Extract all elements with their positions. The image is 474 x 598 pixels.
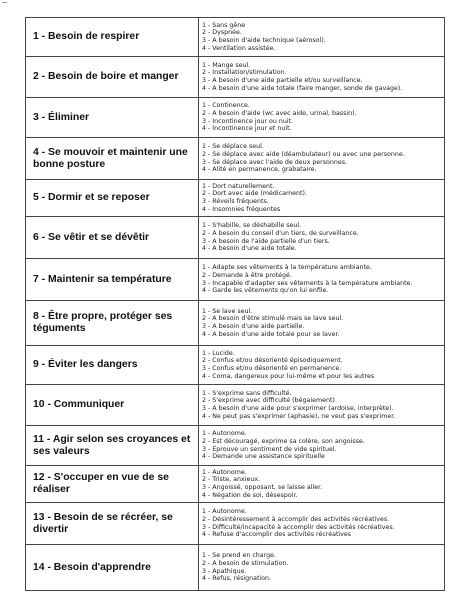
levels-cell [199,138,445,180]
dependency-level-item: 2 - A besoin d'aide (wc avec aide, urinal, bassin). [202,109,357,117]
corner-mark [2,2,7,6]
need-title: 11 - Agir selon ses croyances et ses valeurs [33,433,191,457]
levels-cell [199,18,445,57]
dependency-level-item: 3 - Difficulté/incapacité à accomplir des activités récréatives. [202,523,395,531]
dependency-level-item: 1 - Continence. [202,102,250,110]
dependency-level-item: 4 - Garde les vêtements qu'on lui enfile. [202,287,329,295]
need-row [26,545,445,591]
dependency-level-item: 1 - Lucide. [202,349,235,357]
dependency-level-item: 4 - A besoin d'une aide totale (faire manger, sonde de gavage). [202,84,403,92]
dependency-level-item: 1 - Autonome. [202,508,247,516]
dependency-level-item: 2 - Installation/stimulation. [202,69,287,77]
dependency-levels-list [199,62,444,92]
need-title: 5 - Dormir et se reposer [33,192,150,203]
dependency-level-item: 1 - Dort naturellement. [202,182,275,190]
need-title: 12 - S'occuper en vue de se réaliser [33,472,169,495]
levels-cell [199,180,445,217]
dependency-level-item: 3 - Angoissé, opposant, se laisse aller. [202,484,323,491]
levels-cell [199,259,445,301]
dependency-level-item: 2 - Demande à être protégé. [202,271,292,279]
dependency-level-item: 2 - Désintéressement à accomplir des activités récréatives. [202,515,390,523]
dependency-level-item: 2 - A besoin de stimulation. [202,559,289,567]
need-title: 9 - Éviter les dangers [33,359,138,370]
dependency-level-item: 1 - Autonome. [202,430,247,438]
dependency-level-item: 3 - A besoin d'une aide partielle et/ou surveillance. [202,77,363,84]
dependency-level-item: 3 - Confus et/ou désorienté en permanence. [202,365,342,372]
dependency-level-item: 2 - Se déplace avec aide (déambulateur) ou avec une personne. [202,150,405,158]
need-cell [26,138,199,180]
need-title: 4 - Se mouvoir et maintenir une bonne posture [33,146,188,170]
need-cell [26,18,199,57]
dependency-level-item: 3 - Éprouve un sentiment de vide spirituel. [202,445,337,453]
need-title: 10 - Communiquer [33,399,125,410]
dependency-level-item: 4 - Négation de soi, désespoir. [202,491,298,499]
dependency-level-item: 3 - Incapable d'adapter ses vêtements à la température ambiante. [202,279,413,287]
dependency-level-item: 3 - A besoin de l'aide partielle d'un tiers. [202,237,330,245]
dependency-level-item: 1 - Se lave seul. [202,307,253,315]
dependency-level-item: 4 - Refuse d'accomplir des activités récréatives [202,531,352,539]
need-cell [26,503,199,545]
levels-cell [199,426,445,466]
dependency-level-item: 2 - Est découragé, exprime sa colère, son angoisse. [202,437,365,445]
levels-cell [199,385,445,426]
need-row [26,346,445,385]
dependency-level-item: 4 - A besoin d'une aide totale. [202,245,297,253]
levels-cell [199,57,445,98]
dependency-level-item: 4 - Refus, résignation. [202,575,272,583]
dependency-level-item: 4 - Coma, dangereux pour lui-même et pour les autres [202,372,375,380]
need-cell [26,346,199,385]
need-cell [26,217,199,259]
dependency-level-item: 2 - S'exprime avec difficulté (bégaiement). [202,397,337,405]
dependency-level-item: 4 - Alité en permanence, grabataire. [202,166,317,174]
need-row [26,138,445,180]
need-cell [26,545,199,591]
need-row [26,217,445,259]
need-row [26,98,445,138]
need-title: 7 - Maintenir sa température [33,273,172,285]
dependency-level-item: 1 - Sans gêne [202,21,246,29]
needs-table [25,17,445,591]
need-cell [26,385,199,426]
dependency-level-item: 3 - Se déplace avec l'aide de deux personnes. [202,158,348,166]
dependency-level-item: 3 - Incontinence jour ou nuit. [202,117,294,125]
dependency-level-item: 1 - Mange seul. [202,61,251,69]
dependency-level-item: 1 - S'exprime sans difficulté. [202,389,292,397]
need-row [26,385,445,426]
dependency-level-item: 4 - Ne peut pas s'exprimer (aphasie), ne veut pas s'exprimer. [202,412,396,420]
need-cell [26,466,199,503]
levels-cell [199,466,445,503]
dependency-levels-list [199,552,444,582]
need-title: 8 - Être propre, protéger ses téguments [33,311,173,334]
dependency-level-item: 1 - Se prend en charge. [202,552,276,560]
need-row [26,466,445,503]
dependency-level-item: 3 - A besoin d'aide technique (aérosol). [202,37,326,44]
need-cell [26,426,199,466]
need-cell [26,259,199,301]
dependency-levels-list [199,22,444,52]
dependency-level-item: 2 - Confus et/ou désorienté épisodiquement. [202,357,343,365]
need-title: 6 - Se vêtir et se dévêtir [33,231,150,243]
dependency-levels-list [199,508,444,538]
need-title: 1 - Besoin de respirer [33,31,140,42]
dependency-level-item: 4 - Demande une assistance spirituelle [202,453,325,461]
dependency-levels-list [199,264,444,294]
need-cell [26,180,199,217]
levels-cell [199,301,445,346]
need-title: 3 - Éliminer [33,111,90,123]
need-title: 13 - Besoin de se récréer, se divertir [33,511,173,535]
need-title: 2 - Besoin de boire et manger [33,71,179,82]
dependency-level-item: 2 - A besoin d'être stimulé mais se lave seul. [202,315,344,323]
need-cell [26,98,199,138]
dependency-level-item: 1 - S'habille, se déshabille seul. [202,222,302,230]
dependency-level-item: 4 - Ventilation assistée. [202,44,276,52]
dependency-levels-list [199,143,444,173]
dependency-levels-list [199,469,444,499]
need-title: 14 - Besoin d'apprendre [33,561,151,573]
need-row [26,259,445,301]
levels-cell [199,217,445,259]
need-row [26,180,445,217]
dependency-level-item: 2 - Dyspnée. [202,29,242,37]
dependency-level-item: 2 - Dort avec aide (médicament). [202,190,307,198]
dependency-level-item: 2 - A besoin du conseil d'un tiers, de surveillance. [202,229,359,237]
levels-cell [199,98,445,138]
dependency-level-item: 1 - Se déplace seul. [202,143,264,151]
levels-cell [199,503,445,545]
levels-cell [199,545,445,591]
need-row [26,426,445,466]
dependency-levels-list [199,390,444,420]
need-row [26,57,445,98]
dependency-level-item: 1 - Adapte ses vêtements à la température ambiante. [202,264,372,272]
dependency-levels-list [199,308,444,338]
dependency-level-item: 3 - Apathique. [202,567,247,575]
dependency-level-item: 2 - Triste, anxieux. [202,476,261,484]
dependency-levels-list [199,350,444,380]
dependency-level-item: 3 - A besoin d'une aide partielle. [202,323,305,330]
dependency-level-item: 4 - A besoin d'une aide totale pour se laver. [202,330,340,338]
dependency-level-item: 1 - Autonome. [202,468,247,476]
dependency-levels-list [199,430,444,460]
need-row [26,503,445,545]
need-cell [26,301,199,346]
need-cell [26,57,199,98]
dependency-level-item: 4 - Insomnies fréquentes [202,205,281,213]
dependency-levels-list [199,222,444,252]
dependency-levels-list [199,102,444,132]
dependency-level-item: 4 - Incontinence jour et nuit. [202,125,292,133]
need-row [26,301,445,346]
dependency-levels-list [199,183,444,213]
needs-table-body [26,18,445,591]
dependency-level-item: 3 - Réveils fréquents. [202,198,269,205]
levels-cell [199,346,445,385]
need-row [26,18,445,57]
dependency-level-item: 3 - A besoin d'une aide pour s'exprimer (ardoise, interprète). [202,405,394,412]
